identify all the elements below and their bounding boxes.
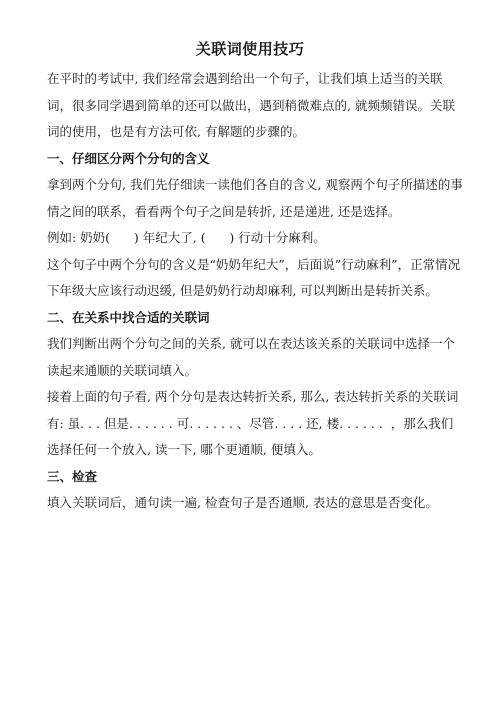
section-paragraph: 填入关联词后，通句读一遍, 检查句子是否通顺, 表达的意思是否变化。 <box>47 495 438 510</box>
section-paragraph: 接着上面的句子看, 两个分句是表达转折关系, 那么, 表达转折关系的关联词有: 虽. . . 但是. . . . . . 可. . . . . . 、尽管. . . . 还, 楼. . . . . . ，那么我们选择任何一个放入, 读一下, 哪个更通顺, 便填入。 <box>47 389 459 457</box>
section-heading: 三、检查 <box>47 468 98 484</box>
section-paragraph: 我们判断出两个分句之间的关系, 就可以在表达该关系的关联词中选择一个读起来通顺的关联词填入。 <box>47 336 455 378</box>
section-heading: 二、在关系中找合适的关联词 <box>47 309 210 325</box>
section-paragraph: 拿到两个分句, 我们先仔细读一读他们各自的含义, 观察两个句子所描述的事情之间的联系，看看两个句子之间是转折, 还是递进, 还是选择。 <box>47 177 463 219</box>
page-title: 关联词使用技巧 <box>195 40 305 58</box>
section-1 <box>47 146 465 305</box>
section-3 <box>47 464 465 517</box>
section-paragraph: 这个句子中两个分句的含义是“奶奶年纪大”，后面说”行动麻利”，正常情况下年级大应该行动迟缓, 但是奶奶行动却麻利, 可以判断出是转折关系。 <box>47 256 461 298</box>
document-body <box>47 66 465 517</box>
intro-paragraph: 在平时的考试中, 我们经常会遇到给出一个句子，让我们填上适当的关联词，很多同学遇到简单的还可以做出，遇到稍微难点的, 就频频错误。关联词的使用，也是有方法可依, 有解题的步骤的。 <box>47 71 455 139</box>
example-sentence: 例如: 奶奶( ) 年纪大了, ( ) 行动十分麻利。 <box>47 230 326 245</box>
section-heading: 一、仔细区分两个分句的含义 <box>47 150 210 166</box>
section-2 <box>47 305 465 464</box>
